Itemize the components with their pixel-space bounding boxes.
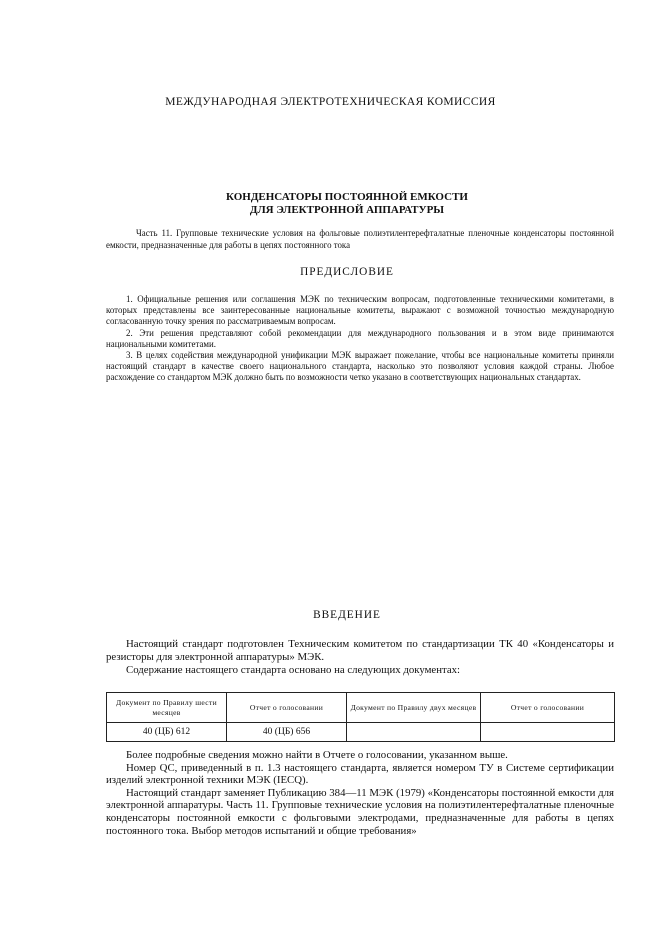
intro-paragraph-3: Более подробные сведения можно найти в Отчете о голосовании, указанном выше. bbox=[126, 749, 508, 761]
introduction-heading: ВВЕДЕНИЕ bbox=[313, 609, 381, 621]
foreword-item-3: 3. В целях содействия международной унификации МЭК выражает пожелание, чтобы все национальные комитеты приняли настоящий стандарт в качестве своего национального стандарта, насколько это позволяют условия каждой страны. Любое расхождение со стандартом МЭК должно быть по возможности четко указано в соответствующих национальных стандартах. bbox=[106, 350, 614, 383]
introduction-body bbox=[106, 638, 614, 676]
intro-paragraph-2: Содержание настоящего стандарта основано на следующих документах: bbox=[126, 663, 461, 676]
introduction-continued bbox=[106, 749, 614, 837]
table-cell: 40 (ЦБ) 612 bbox=[107, 723, 227, 742]
foreword-item-2: 2. Эти решения представляют собой рекомендации для международного пользования и в этом виде принимаются национальными комитетами. bbox=[106, 327, 614, 349]
table-row bbox=[107, 723, 615, 742]
title-line-1: КОНДЕНСАТОРЫ ПОСТОЯННОЙ ЕМКОСТИ bbox=[226, 191, 468, 203]
table-cell bbox=[347, 723, 481, 742]
title-line-2: ДЛЯ ЭЛЕКТРОННОЙ АППАРАТУРЫ bbox=[249, 204, 445, 216]
table-header-row bbox=[107, 693, 615, 723]
intro-paragraph-1: Настоящий стандарт подготовлен Техническим комитетом по стандартизации ТК 40 «Конденсаторы и резисторы для электронной аппаратуры» МЭК. bbox=[106, 638, 614, 663]
table-cell bbox=[481, 723, 615, 742]
foreword-body bbox=[106, 294, 614, 384]
documents-table bbox=[106, 692, 615, 742]
document-subtitle: Часть 11. Групповые технические условия на фольговые полиэтилентерефталатные пленочные конденсаторы постоянной емкости, предназначенные для работы в цепях постоянного тока bbox=[106, 228, 614, 250]
table-cell: 40 (ЦБ) 656 bbox=[227, 723, 347, 742]
table-header-cell: Документ по Правилу шести месяцев bbox=[107, 693, 227, 723]
document-title bbox=[0, 191, 661, 217]
intro-paragraph-5: Настоящий стандарт заменяет Публикацию 384—11 МЭК (1979) «Конденсаторы постоянной емкости для электронной аппаратуры. Часть 11. Групповые технические условия на полиэтилентерефталатные пленочные конденсаторы постоянной емкости с фольговыми электродами, предназначенные для работы в цепях постоянного тока. Выбор методов испытаний и общие требования» bbox=[106, 786, 614, 837]
foreword-item-1: 1. Официальные решения или соглашения МЭК по техническим вопросам, подготовленные техническими комитетами, в которых представлены все заинтересованные национальные комитеты, выражают с возможной точностью международную согласованную точку зрения по рассматриваемым вопросам. bbox=[106, 294, 614, 327]
table-header-cell: Отчет о голосовании bbox=[227, 693, 347, 723]
intro-paragraph-4: Номер QC, приведенный в п. 1.3 настоящего стандарта, является номером ТУ в Системе сертификации изделий электронной техники МЭК (IECQ). bbox=[106, 761, 614, 787]
organization-header: МЕЖДУНАРОДНАЯ ЭЛЕКТРОТЕХНИЧЕСКАЯ КОМИССИЯ bbox=[165, 96, 496, 108]
table-header-cell: Отчет о голосовании bbox=[481, 693, 615, 723]
foreword-heading: ПРЕДИСЛОВИЕ bbox=[300, 266, 394, 278]
table-header-cell: Документ по Правилу двух месяцев bbox=[347, 693, 481, 723]
